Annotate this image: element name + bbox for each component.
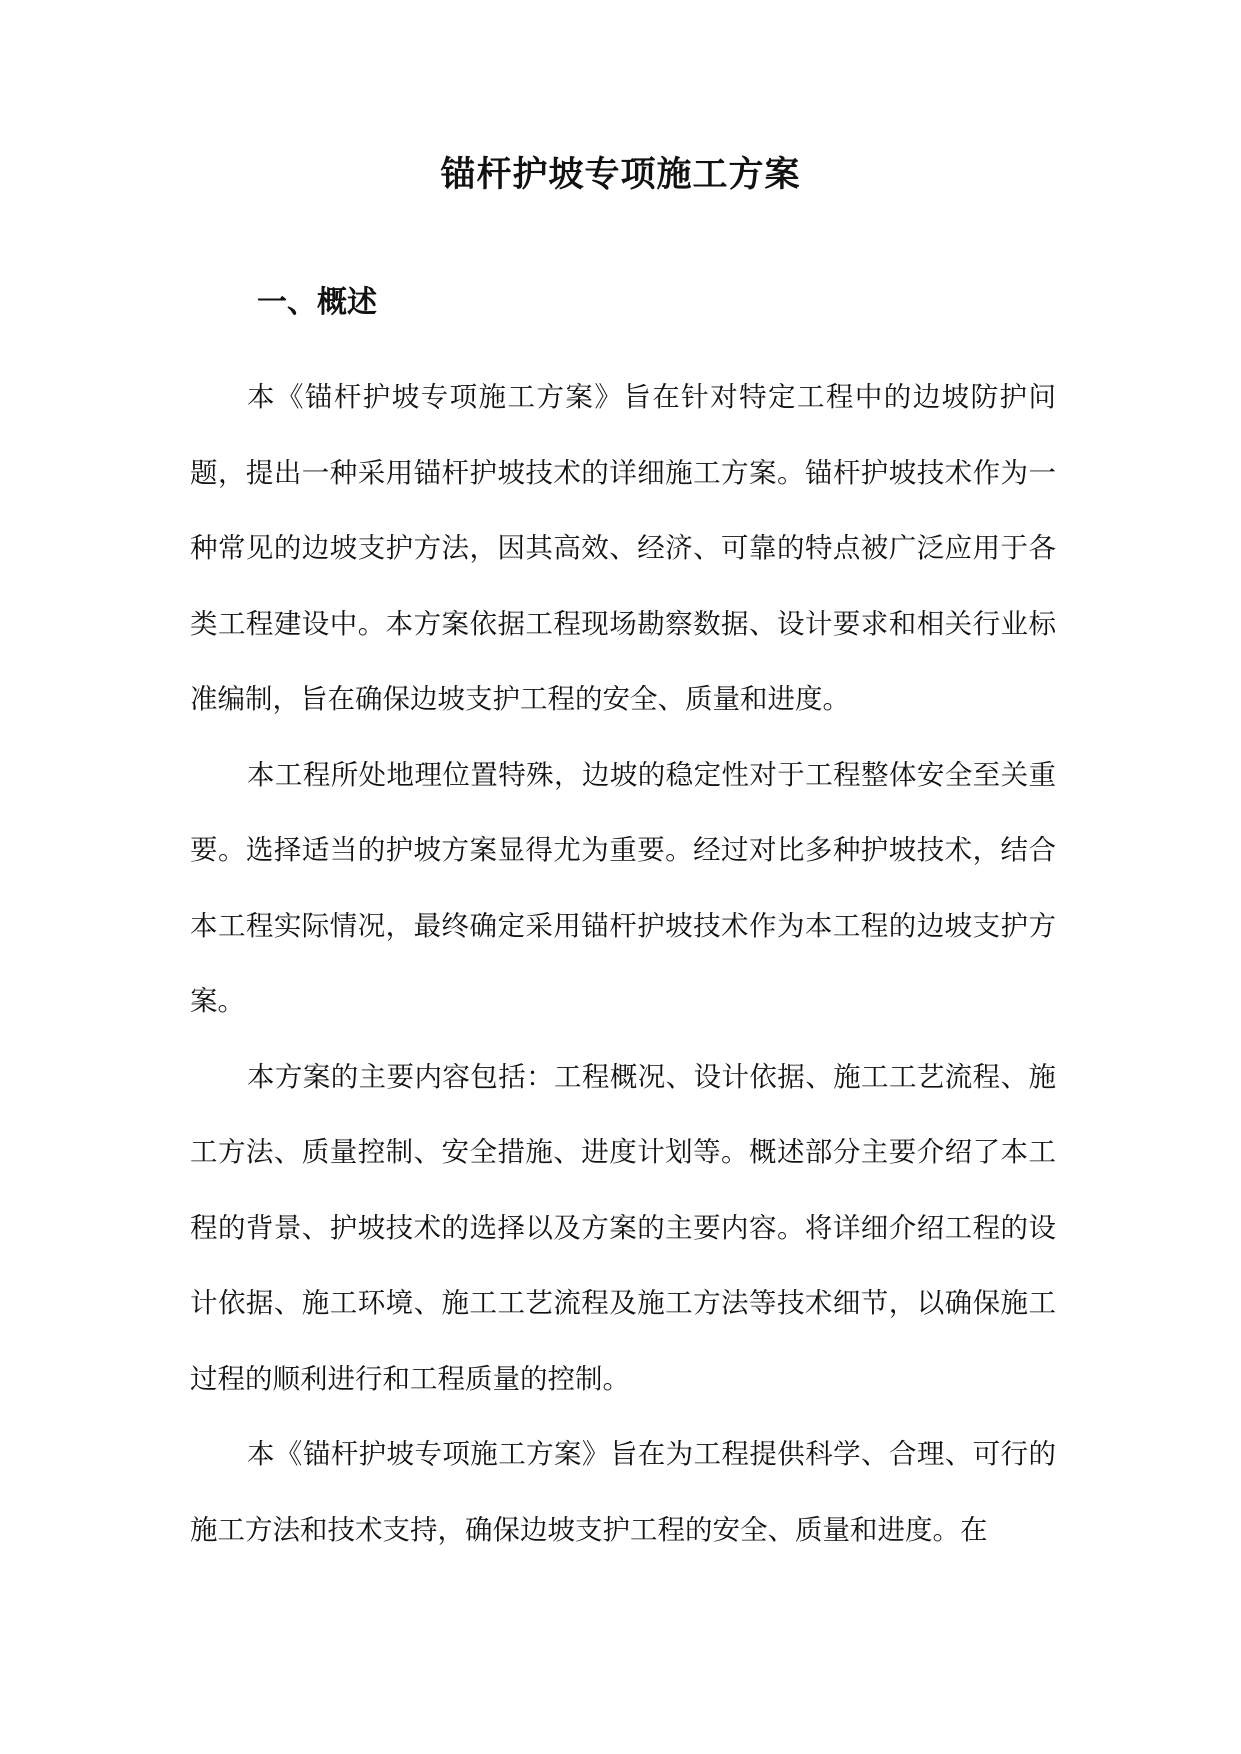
paragraph: 本《锚杆护坡专项施工方案》旨在针对特定工程中的边坡防护问题，提出一种采用锚杆护坡技术的详细施工方案。锚杆护坡技术作为一种常见的边坡支护方法，因其高效、经济、可靠的特点被广泛应用于各类工程建设中。本方案依据工程现场勘察数据、设计要求和相关行业标准编制，旨在确保边坡支护工程的安全、质量和进度。 — [190, 381, 1056, 715]
paragraph: 本工程所处地理位置特殊，边坡的稳定性对于工程整体安全至关重要。选择适当的护坡方案显得尤为重要。经过对比多种护坡技术，结合本工程实际情况，最终确定采用锚杆护坡技术作为本工程的边坡支护方案。 — [190, 758, 1056, 1017]
section-heading: 一、概述 — [257, 285, 377, 320]
paragraph: 本方案的主要内容包括：工程概况、设计依据、施工工艺流程、施工方法、质量控制、安全措施、进度计划等。概述部分主要介绍了本工程的背景、护坡技术的选择以及方案的主要内容。将详细介绍工程的设计依据、施工环境、施工工艺流程及施工方法等技术细节，以确保施工过程的顺利进行和工程质量的控制。 — [190, 1060, 1056, 1395]
document-title: 锚杆护坡专项施工方案 — [440, 154, 801, 195]
document-body — [190, 360, 1056, 1568]
paragraph: 本《锚杆护坡专项施工方案》旨在为工程提供科学、合理、可行的施工方法和技术支持，确保边坡支护工程的安全、质量和进度。在 — [190, 1438, 1056, 1546]
